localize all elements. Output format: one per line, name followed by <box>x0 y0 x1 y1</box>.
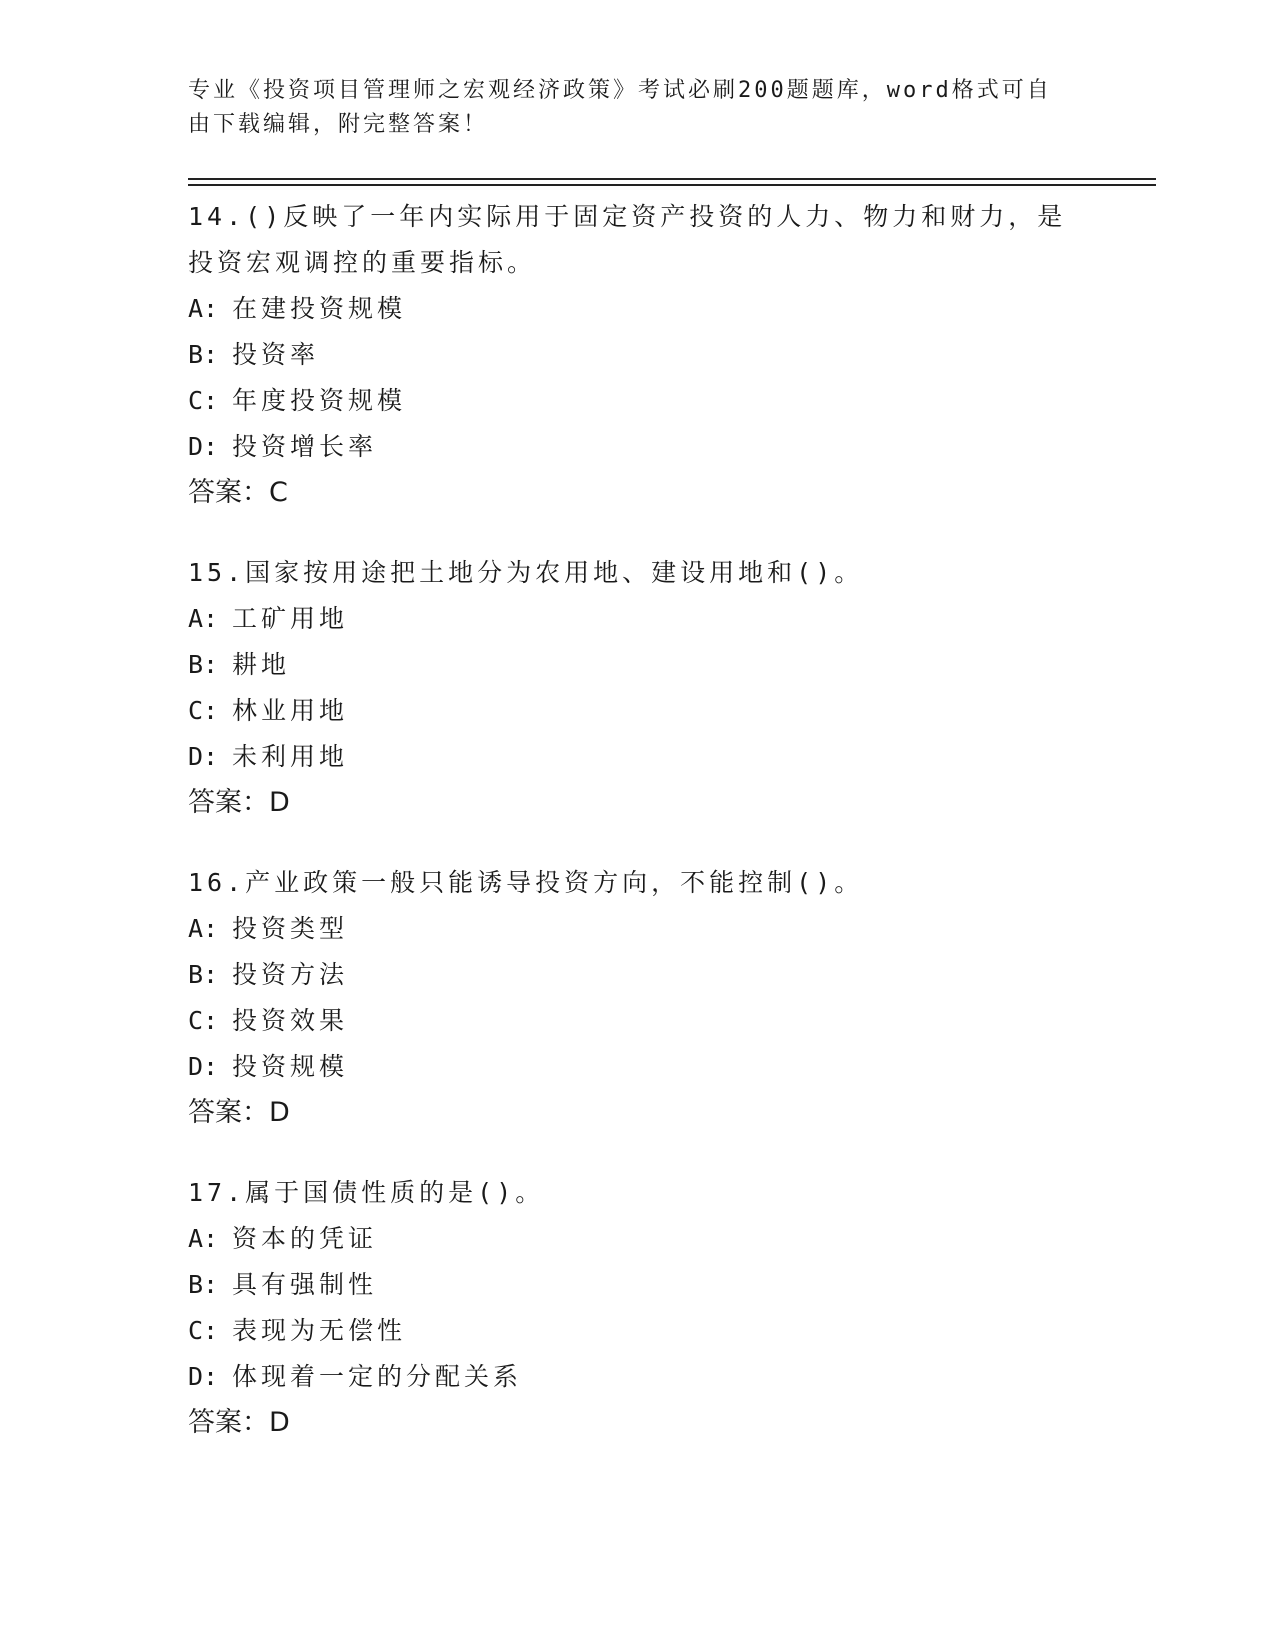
option-letter: C: <box>188 1316 219 1345</box>
option-a <box>188 906 1088 952</box>
option-text: 投资增长率 <box>232 432 378 461</box>
question-stem: 17.属于国债性质的是()。 <box>188 1178 545 1207</box>
option-letter: D: <box>188 1052 219 1081</box>
question-stem: 16.产业政策一般只能诱导投资方向，不能控制()。 <box>188 868 864 897</box>
option-letter: B: <box>188 1270 219 1299</box>
option-text: 在建投资规模 <box>232 294 407 323</box>
answer-line: 答案：D <box>188 787 290 818</box>
option-letter: A: <box>188 294 219 323</box>
option-a <box>188 1216 1088 1262</box>
option-letter: A: <box>188 914 219 943</box>
option-letter: C: <box>188 1006 219 1035</box>
option-b <box>188 952 1088 998</box>
option-letter: C: <box>188 386 219 415</box>
option-letter: D: <box>188 432 219 461</box>
option-letter: B: <box>188 650 219 679</box>
option-d <box>188 424 1088 470</box>
option-b <box>188 1262 1088 1308</box>
option-text: 耕地 <box>232 650 291 679</box>
option-text: 具有强制性 <box>232 1270 378 1299</box>
option-letter: A: <box>188 604 219 633</box>
question-list <box>188 190 1088 1476</box>
option-text: 年度投资规模 <box>232 386 407 415</box>
option-text: 表现为无偿性 <box>232 1316 407 1345</box>
option-letter: D: <box>188 1362 219 1391</box>
option-text: 工矿用地 <box>232 604 349 633</box>
answer-line: 答案：C <box>188 477 288 508</box>
option-text: 未利用地 <box>232 742 349 771</box>
answer-line: 答案：D <box>188 1097 290 1128</box>
option-text: 投资效果 <box>232 1006 349 1035</box>
question-17 <box>188 1166 1088 1446</box>
option-letter: C: <box>188 696 219 725</box>
option-letter: A: <box>188 1224 219 1253</box>
header-divider-top <box>188 178 1156 180</box>
option-c <box>188 688 1088 734</box>
option-c <box>188 1308 1088 1354</box>
option-d <box>188 1044 1088 1090</box>
option-text: 资本的凭证 <box>232 1224 378 1253</box>
option-c <box>188 998 1088 1044</box>
option-b <box>188 332 1088 378</box>
option-letter: D: <box>188 742 219 771</box>
option-b <box>188 642 1088 688</box>
option-text: 投资方法 <box>232 960 349 989</box>
option-text: 体现着一定的分配关系 <box>232 1362 523 1391</box>
option-text: 投资率 <box>232 340 320 369</box>
option-d <box>188 734 1088 780</box>
document-header: 专业《投资项目管理师之宏观经济政策》考试必刷200题题库，word格式可自由下载编辑，附完整答案！ <box>188 78 1052 137</box>
option-c <box>188 378 1088 424</box>
option-a <box>188 596 1088 642</box>
question-stem: 15.国家按用途把土地分为农用地、建设用地和()。 <box>188 558 864 587</box>
option-text: 投资规模 <box>232 1052 349 1081</box>
question-stem: 14.()反映了一年内实际用于固定资产投资的人力、物力和财力，是投资宏观调控的重要指标。 <box>188 202 1067 277</box>
option-d <box>188 1354 1088 1400</box>
question-15 <box>188 546 1088 826</box>
question-14 <box>188 190 1088 516</box>
option-text: 投资类型 <box>232 914 349 943</box>
option-text: 林业用地 <box>232 696 349 725</box>
option-letter: B: <box>188 960 219 989</box>
option-a <box>188 286 1088 332</box>
option-letter: B: <box>188 340 219 369</box>
answer-line: 答案：D <box>188 1407 290 1438</box>
question-16 <box>188 856 1088 1136</box>
header-divider-bottom <box>188 184 1156 186</box>
